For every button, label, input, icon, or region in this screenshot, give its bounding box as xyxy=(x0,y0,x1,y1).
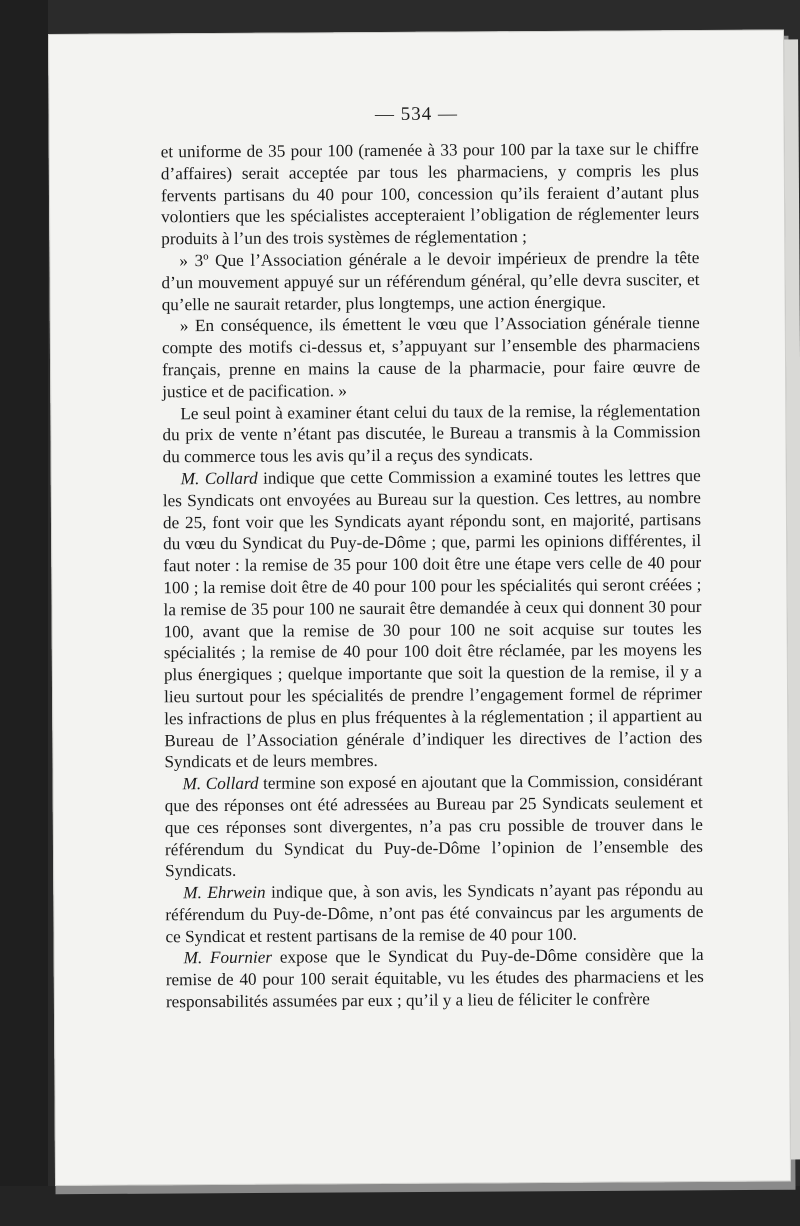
paragraph-text: expose que le Syndicat du Puy-de-Dôme considère que la remise de 40 pour 100 serait équitable, vu les études des pharmaciens et les responsabilités assumées par eux ; qu’il y a lieu de féliciter le confrère xyxy=(165,945,704,1012)
page-number: — 534 — xyxy=(374,103,459,126)
paragraph-8 xyxy=(166,944,704,1013)
paragraph-7 xyxy=(165,879,703,948)
paragraph-6 xyxy=(165,770,704,882)
page-edge xyxy=(784,39,800,1159)
paragraph-text: » 3º Que l’Association générale a le devoir impérieux de prendre la tête d’un mouvement appuyé sur un référendum général, qu’elle devra susciter, et qu’elle ne saurait retarder, plus longtemps, une action énergique. xyxy=(161,248,700,314)
speaker-name: M. Ehrwein xyxy=(183,882,266,903)
paragraph-5 xyxy=(163,465,703,773)
paragraph-text: indique que, à son avis, les Syndicats n’ayant pas répondu au référendum du Puy-de-Dôme, n’ont pas été convaincus par les arguments de ce Syndicat et restent partisans de la remise de 40 pour 100. xyxy=(165,880,704,946)
paragraph-3 xyxy=(162,312,701,402)
paragraph-2 xyxy=(161,247,699,316)
paragraph-4 xyxy=(162,400,700,469)
document-page xyxy=(48,30,791,1186)
speaker-name: M. Collard xyxy=(182,773,259,794)
speaker-name: M. Fournier xyxy=(183,948,273,968)
speaker-name: M. Collard xyxy=(180,468,258,489)
scan-backdrop-left xyxy=(0,0,48,1226)
paragraph-text: et uniforme de 35 pour 100 (ramenée à 33 pour 100 par la taxe sur le chiffre d’affaires) serait acceptée par tous les pharmaciens, y compris les plus fervents partisans du 40 pour 100, concession qu’ils feraient d’autant plus volontiers que les spécialistes accepteraient l’obligation de réglementer leurs produits à l’un des trois systèmes de réglementation ; xyxy=(160,139,700,249)
paragraph-text: » En conséquence, ils émettent le vœu que l’Association générale tienne compte des motifs ci-dessus et, s’appuyant sur l’ensemble des pharmaciens français, prenne en mains la cause de la pharmacie, pour faire œuvre de justice et de pacification. » xyxy=(161,313,701,402)
paragraph-1 xyxy=(161,138,700,250)
body-text xyxy=(161,138,704,1013)
paragraph-text: Le seul point à examiner étant celui du taux de la remise, la réglementation du prix de vente n’étant pas discutée, le Bureau a transmis à la Commission du commerce tous les avis qu’il a reçus des syndicats. xyxy=(162,400,701,467)
paragraph-text: indique que cette Commission a examiné toutes les lettres que les Syndicats ont envoyées au Bureau sur la question. Ces lettres, au nombre de 25, font voir que les Syndicats ayant répondu sont, en majorité, partisans du vœu du Syndicat du Puy-de-Dôme ; que, parmi les opinions différentes, il faut noter : la remise de 35 pour 100 doit être une étape vers celle de 40 pour 100 ; la remise doit être de 40 pour 100 pour les spécialités qui seront créées ; la remise de 35 pour 100 ne saurait être demandée à ceux qui donnent 30 pour 100, avant que la remise de 30 pour 100 ne soit acquise sur toutes les spécialités ; la remise de 40 pour 100 doit être réclamée, par les moyens les plus énergiques ; quelque importante que soit la question de la remise, il y a lieu surtout pour les spécialités de prendre l’engagement formel de réprimer les infractions de plus en plus fréquentes à la réglementation ; il appartient au Bureau de l’Association générale d’indiquer les directives de l’action des Syndicats et de leurs membres. xyxy=(162,465,703,772)
paragraph-text: termine son exposé en ajoutant que la Commission, considérant que des réponses ont été adressées au Bureau par 25 Syndicats seulement et que ces réponses sont divergentes, n’a pas cru possible de trouver dans le référendum du Syndicat du Puy-de-Dôme l’opinion de l’ensemble des Syndicats. xyxy=(164,771,704,881)
